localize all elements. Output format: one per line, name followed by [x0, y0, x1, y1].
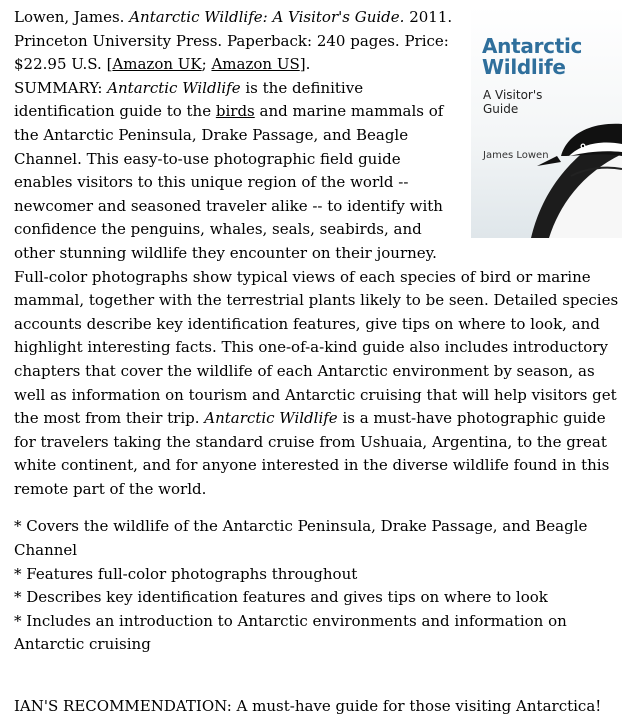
- summary-title: Antarctic Wildlife: [107, 78, 241, 97]
- feature-list: [14, 515, 622, 657]
- birds-link[interactable]: birds: [215, 102, 255, 121]
- publisher-info: Princeton University Press. Paperback: 240 pages. Price:: [14, 31, 449, 50]
- summary-text-2: and marine mammals of the Antarctic Peninsula, Drake Passage, and Beagle Channel. This easy-to-use photographic field guide enables visitors to this unique region of the world -- newcomer and seasoned traveler alike -- to identify with confidence the penguins, whales, seals, seabirds, and other stunning wildlife they encounter on their journey. Full-color photographs show typical views of each species of bird or marine mammal, together with the terrestrial plants likely to be seen. Detailed species accounts describe key identification features, give tips on where to look, and highlight interesting facts. This one-of-a-kind guide also includes introductory chapters that cover the wildlife of each Antarctic environment by season, as well as information on tourism and Antarctic cruising that will help visitors get the most from their trip.: [14, 102, 619, 428]
- list-item: * Describes key identification features and gives tips on where to look: [14, 588, 548, 607]
- price: $22.95 U.S.: [14, 55, 102, 74]
- cover-author: James Lowen: [483, 150, 549, 161]
- list-item: * Features full-color photographs throughout: [14, 564, 358, 583]
- list-item: * Covers the wildlife of the Antarctic Peninsula, Drake Passage, and Beagle Channel: [14, 517, 588, 560]
- summary-label: SUMMARY:: [14, 78, 103, 97]
- list-item: * Includes an introduction to Antarctic environments and information on Antarctic cruising: [14, 611, 567, 654]
- cover-title: Antarctic Wildlife: [482, 34, 583, 79]
- recommendation: IAN'S RECOMMENDATION: A must-have guide for those visiting Antarctica!: [14, 697, 602, 716]
- cover-subtitle: A Visitor's Guide: [483, 88, 543, 116]
- amazon-uk-link[interactable]: Amazon UK: [112, 55, 202, 74]
- book-review: [14, 6, 622, 719]
- year: 2011.: [409, 8, 453, 26]
- book-cover-image[interactable]: [471, 6, 622, 238]
- citation: Lowen, James. Antarctic Wildlife: A Visitor's Guide. 2011. Princeton University Press. Paperback: 240 pages. Price: $22.95 U.S. [Amazon UK; Amazon US].: [14, 8, 453, 74]
- summary-text-1: is the definitive identification guide to the: [14, 78, 364, 121]
- summary-text-3: is a must-have photographic guide for travelers taking the standard cruise from Ushuaia, Argentina, to the great white continent, and for anyone interested in the diverse wildlife found in this remote part of the world.: [14, 409, 610, 498]
- author: Lowen, James.: [14, 8, 125, 26]
- amazon-us-link[interactable]: Amazon US: [211, 55, 300, 74]
- book-title: Antarctic Wildlife: A Visitor's Guide.: [129, 8, 405, 26]
- summary-title-2: Antarctic Wildlife: [204, 409, 338, 428]
